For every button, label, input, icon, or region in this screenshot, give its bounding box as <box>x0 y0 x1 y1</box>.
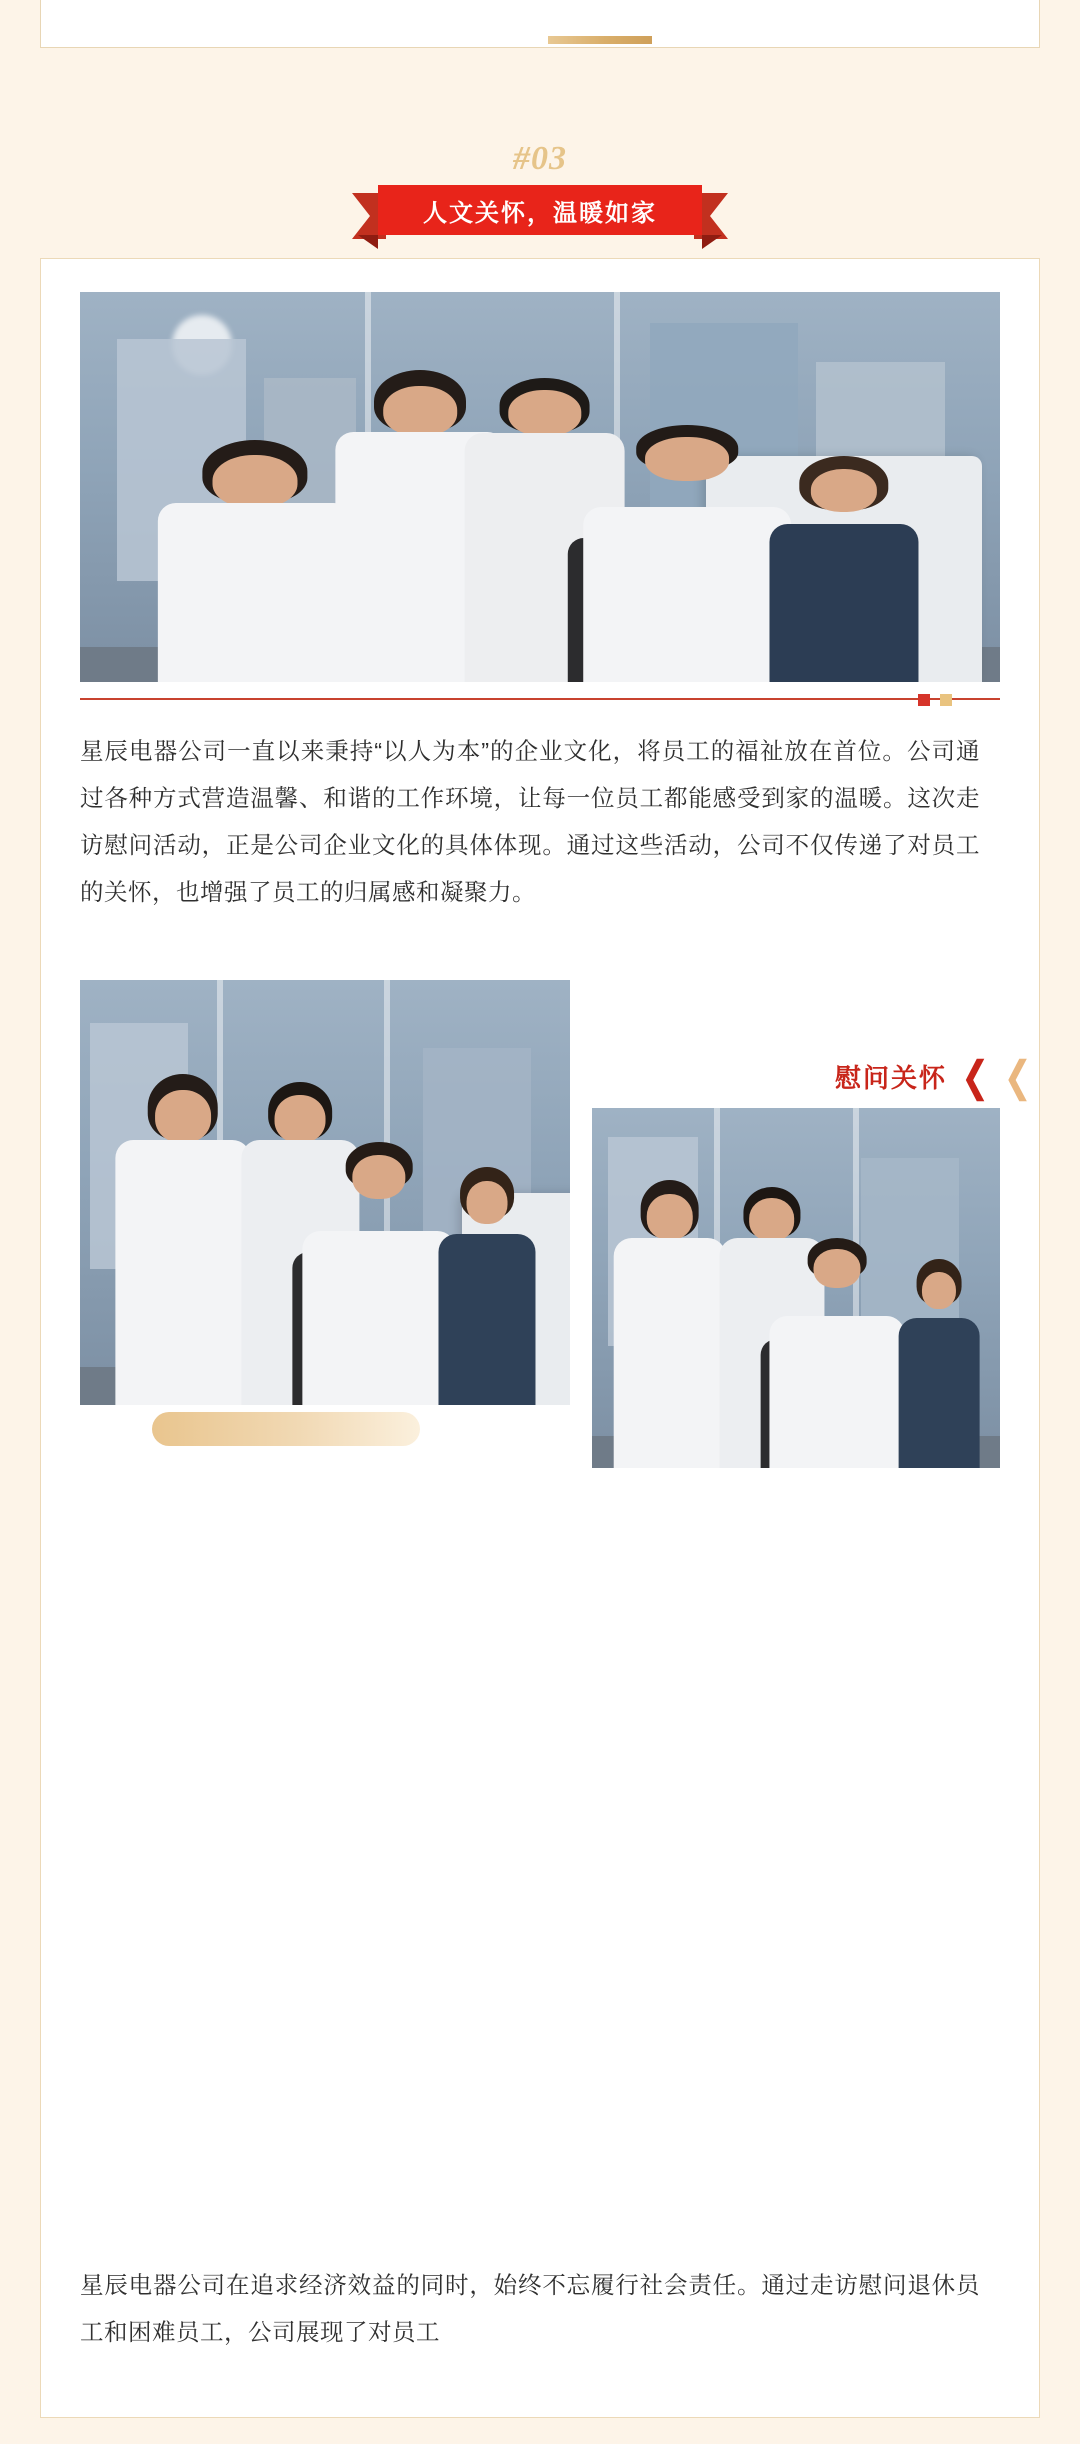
section-title-text: 人文关怀，温暖如家 <box>423 199 657 227</box>
paragraph-culture: 星辰电器公司一直以来秉持“以人为本”的企业文化，将员工的福祉放在首位。公司通过各种方式营造温馨、和谐的工作环境，让每一位员工都能感受到家的温暖。这次走访慰问活动，正是公司企业文化的具体体现。通过这些活动，公司不仅传递了对员工的关怀，也增强了员工的归属感和凝聚力。 <box>80 738 980 905</box>
section-title-ribbon <box>378 185 702 235</box>
previous-section-accent-bar <box>548 36 652 44</box>
care-label-text: 慰问关怀 <box>834 1063 947 1093</box>
gold-accent-pill <box>152 1412 420 1446</box>
double-chevron-left-icon: ❮ <box>961 1052 990 1101</box>
photo-team-monitor <box>80 292 1000 682</box>
ribbon-banner <box>378 185 702 235</box>
divider-dot-gold-icon <box>940 694 952 706</box>
care-label-group <box>834 1052 1032 1101</box>
photo-colleagues-closeup <box>592 1108 1000 1468</box>
photo-colleagues-discussion-scene <box>80 980 570 1405</box>
paragraph-social-responsibility: 星辰电器公司在追求经济效益的同时，始终不忘履行社会责任。通过走访慰问退休员工和困难员工，公司展现了对员工 <box>80 2272 980 2345</box>
previous-section-card <box>40 0 1040 48</box>
section-number: #03 <box>513 140 567 177</box>
photo-colleagues-discussion <box>80 980 570 1405</box>
photo-colleagues-closeup-scene <box>592 1108 1000 1468</box>
photo-divider-rule <box>80 698 1000 700</box>
divider-dot-red-icon <box>918 694 930 706</box>
photo-team-monitor-scene <box>80 292 1000 682</box>
chevron-left-light-icon: ❮ <box>1003 1052 1032 1101</box>
